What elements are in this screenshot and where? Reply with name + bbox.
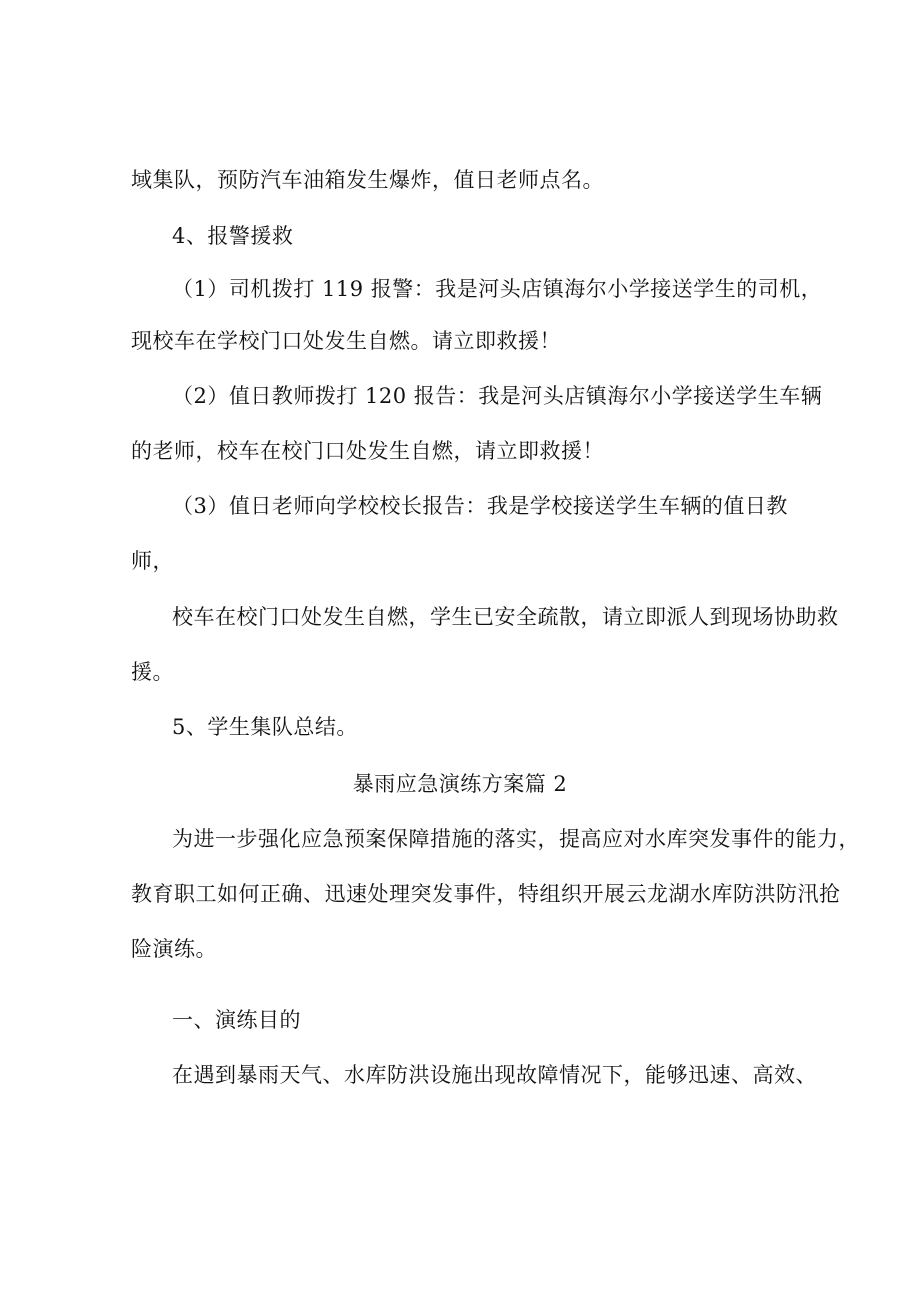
text-line: （1）司机拨打 119 报警：我是河头店镇海尔小学接送学生的司机， — [172, 277, 823, 301]
text-line: 的老师，校车在校门口处发生自燃，请立即救援！ — [131, 439, 604, 463]
text-line: （2）值日教师拨打 120 报告：我是河头店镇海尔小学接送学生车辆 — [172, 384, 823, 408]
section-heading: 一、演练目的 — [172, 1008, 301, 1032]
text-line: 现校车在学校门口处发生自燃。请立即救援！ — [131, 329, 561, 353]
text-line: 师， — [131, 549, 174, 573]
text-line: 援。 — [131, 660, 174, 684]
text-line: 在遇到暴雨天气、水库防洪设施出现故障情况下，能够迅速、高效、 — [172, 1063, 817, 1087]
text-line: 校车在校门口处发生自燃，学生已安全疏散，请立即派人到现场协助救 — [172, 605, 839, 629]
text-line: 险演练。 — [131, 937, 217, 961]
section-heading: 4、报警援救 — [172, 224, 294, 248]
text-line: （3）值日老师向学校校长报告：我是学校接送学生车辆的值日教 — [172, 494, 788, 518]
text-line: 教育职工如何正确、迅速处理突发事件，特组织开展云龙湖水库防洪防汛抢 — [131, 882, 841, 906]
text-line: 为进一步强化应急预案保障措施的落实，提高应对水库突发事件的能力， — [172, 827, 860, 851]
section-heading: 5、学生集队总结。 — [172, 715, 358, 739]
text-line: 域集队，预防汽车油箱发生爆炸，值日老师点名。 — [131, 168, 604, 192]
section-title: 暴雨应急演练方案篇 2 — [352, 772, 568, 796]
